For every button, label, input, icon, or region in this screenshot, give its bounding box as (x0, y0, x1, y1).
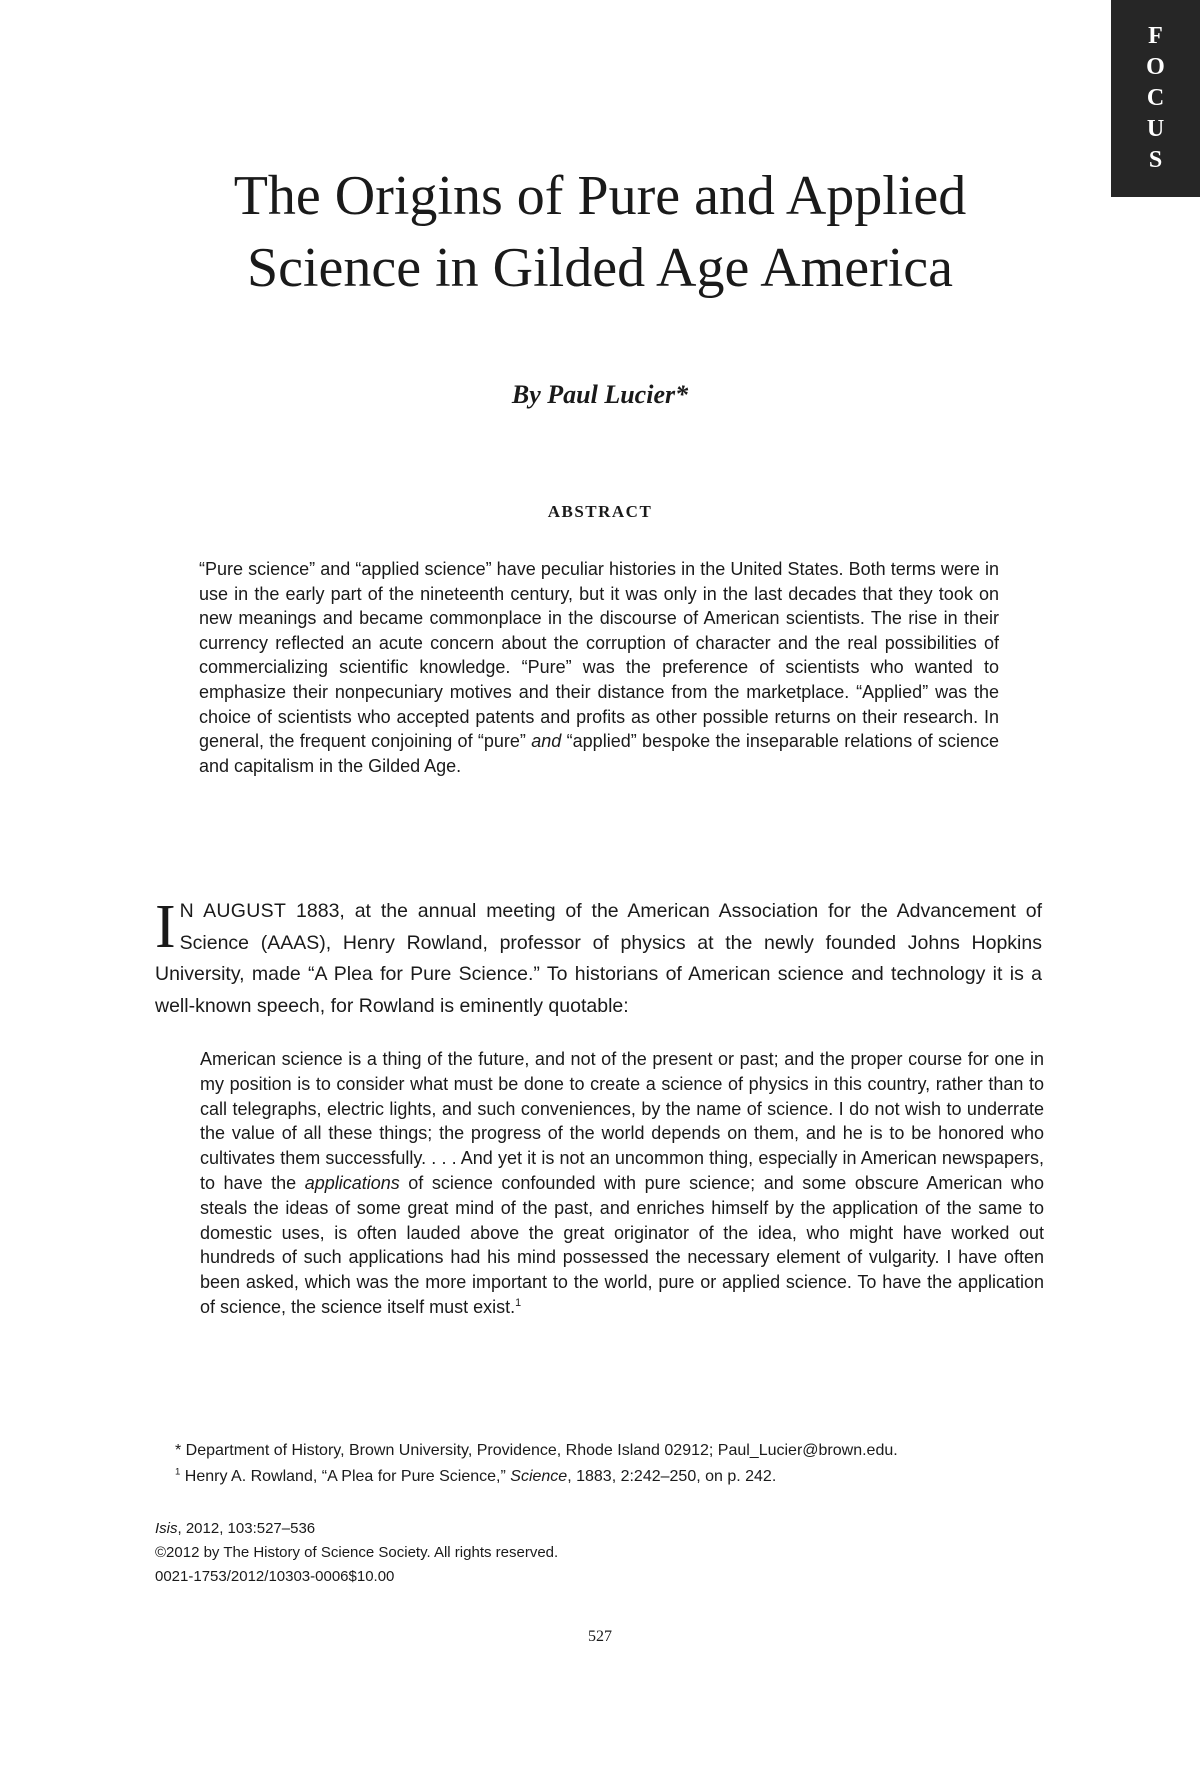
author-affiliation-footnote: * Department of History, Brown University, Providence, Rhode Island 02912; Paul_Lucier@brown.edu. (175, 1442, 898, 1459)
opening-smallcaps: N AUGUST (179, 900, 287, 922)
abstract-heading: ABSTRACT (547, 502, 653, 521)
abstract-italic-and: and (531, 731, 562, 752)
article-title (150, 160, 1050, 304)
title-line-1: The Origins of Pure and Applied (233, 165, 967, 227)
publication-info (155, 1517, 855, 1589)
quote-part-1: American science is a thing of the future, and not of the present or past; and the proper course for one in my position is to consider what must be done to create a science of physics in this country, rather than to call telegraphs, electric lights, and such conveniences, by the name of science. I do not wish to underrate the value of all these things; the progress of the world depends on them, and he is to be honored who cultivates them successfully. . . . And yet it is not an uncommon thing, especially in American newspapers, to have the (200, 1049, 1044, 1193)
footnote-1-journal: Science (510, 1468, 568, 1485)
footnote-1-part-1: Henry A. Rowland, “A Plea for Pure Science,” (180, 1468, 511, 1485)
author-byline: By Paul Lucier* (511, 380, 689, 409)
title-line-2: Science in Gilded Age America (247, 237, 953, 299)
journal-name: Isis (155, 1520, 178, 1537)
focus-section-tab (1111, 0, 1200, 197)
footnotes (175, 1438, 1035, 1490)
abstract-text (199, 557, 999, 778)
focus-letter: C (1146, 85, 1165, 111)
page-number: 527 (588, 1628, 612, 1645)
citation-details: , 2012, 103:527–536 (177, 1520, 316, 1537)
footnote-1-part-2: , 1883, 2:242–250, on p. 242. (567, 1468, 777, 1485)
focus-letter: O (1146, 54, 1165, 80)
footnote-1 (175, 1464, 1035, 1490)
footnote-ref-1: 1 (515, 1296, 522, 1309)
intro-text: 1883, at the annual meeting of the American Association for the Advancement of Science (AAAS), Henry Rowland, professor of physics at the newly founded Johns Hopkins University, made “A Plea for Pure Science.” To historians of American science and technology it is a well-known speech, for Rowland is eminently quotable: (155, 900, 1042, 1017)
abstract-part-1: “Pure science” and “applied science” have peculiar histories in the United States. Both terms were in use in the early part of the nineteenth century, but it was only in the last decades that they took on new meanings and became commonplace in the discourse of American scientists. The rise in their currency reflected an acute concern about the corruption of character and the real possibilities of commercializing scientific knowledge. “Pure” was the preference of scientists who wanted to emphasize their nonpecuniary motives and their distance from the marketplace. “Applied” was the choice of scientists who accepted patents and profits as other possible returns on their research. In general, the frequent conjoining of “pure” (199, 559, 999, 752)
abstract-part-2: “applied” bespoke the inseparable relations of science and capitalism in the Gilded Age. (199, 731, 999, 776)
focus-letter: U (1146, 116, 1165, 142)
focus-letter: S (1148, 147, 1163, 173)
focus-letter: F (1148, 23, 1163, 49)
footnote-1-marker: 1 (175, 1466, 181, 1478)
intro-paragraph (155, 893, 1042, 1022)
journal-citation (155, 1517, 855, 1541)
quote-part-2: of science confounded with pure science; and some obscure American who steals the ideas of some great mind of the past, and enriches himself by the application of the same to domestic uses, is often lauded above the great originator of the idea, who might have worked out hundreds of such applications had his mind possessed the necessary element of vulgarity. I have often been asked, which was the more important to the world, pure or applied science. To have the application of science, the science itself must exist. (200, 1172, 1044, 1317)
rowland-quote (200, 1047, 1044, 1320)
quote-italic-applications: applications (304, 1172, 400, 1193)
issn-line: 0021-1753/2012/10303-0006$10.00 (155, 1568, 395, 1585)
copyright-line: ©2012 by The History of Science Society. All rights reserved. (155, 1544, 559, 1561)
drop-cap: I (155, 893, 176, 961)
